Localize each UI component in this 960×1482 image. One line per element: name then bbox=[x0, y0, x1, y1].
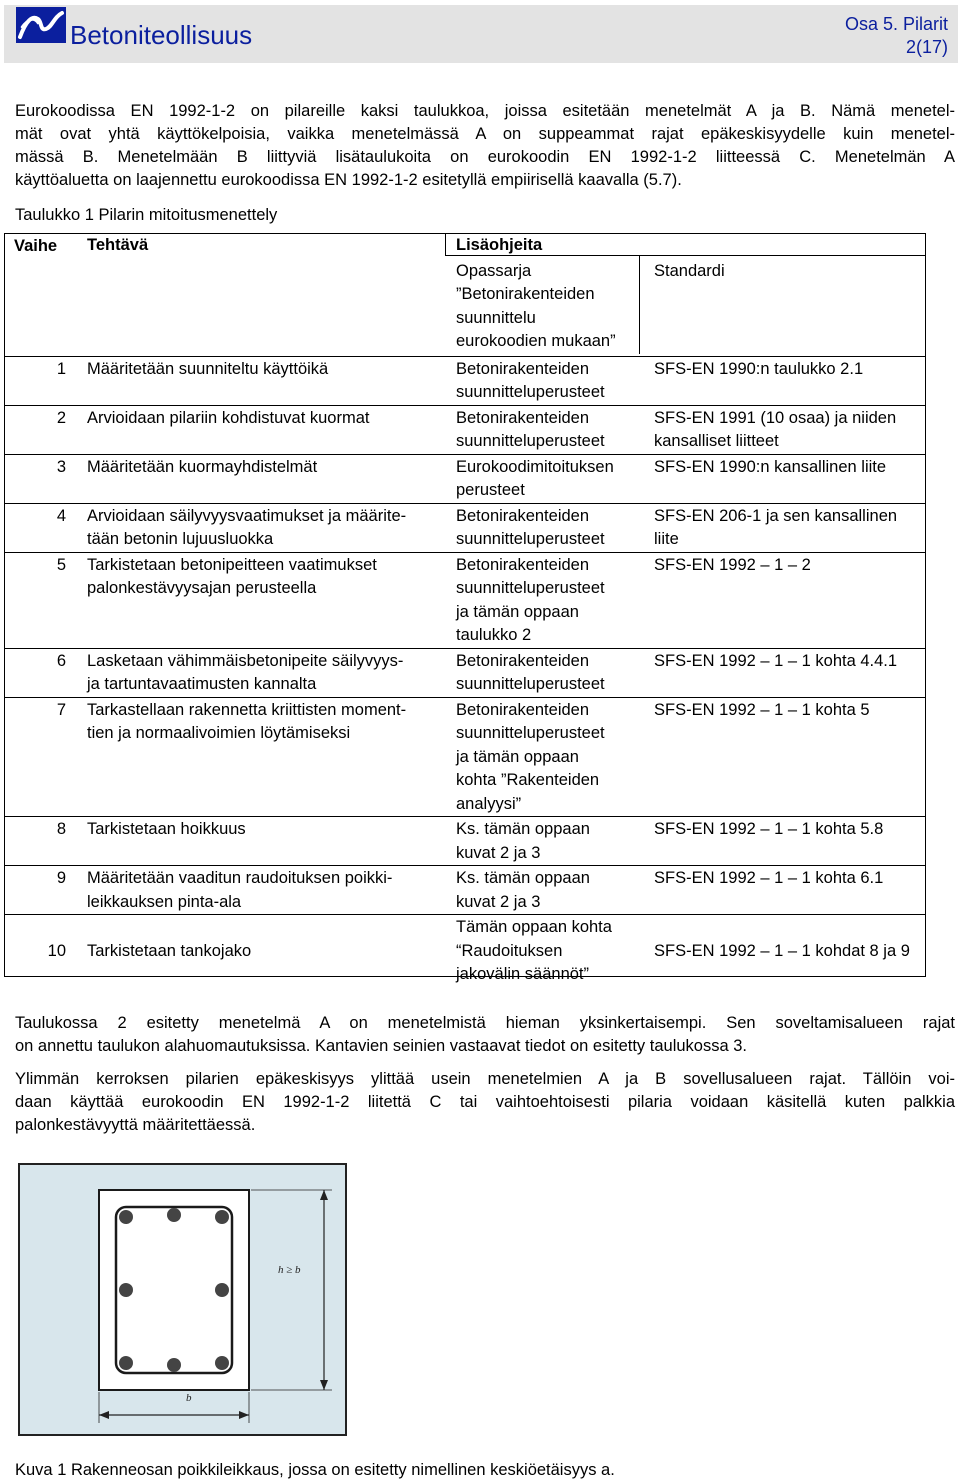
row-standardi-line: SFS-EN 1992 – 1 – 1 kohta 5 bbox=[654, 700, 870, 719]
row-lisaohjeita-line: suunnitteluperusteet bbox=[456, 432, 605, 450]
row-tehtava-line: leikkauksen pinta-ala bbox=[87, 892, 242, 911]
label-h: h ≥ b bbox=[278, 1264, 301, 1276]
row-standardi bbox=[640, 356, 926, 405]
row-tehtava-line: Tarkastellaan rakennetta kriittisten moment- bbox=[87, 700, 407, 719]
table-row bbox=[4, 915, 926, 987]
page-number: 2(17) bbox=[905, 37, 948, 57]
header-opassarja-line: suunnittelu bbox=[456, 308, 536, 327]
rebar bbox=[215, 1283, 229, 1297]
row-standardi-line: SFS-EN 206-1 ja sen kansallinen bbox=[654, 506, 898, 525]
row-lisaohjeita-line: Betonirakenteiden bbox=[456, 359, 590, 378]
table-row bbox=[4, 648, 926, 697]
row-tehtava-line: Tarkistetaan betonipeitteen vaatimukset bbox=[87, 555, 377, 574]
rebar bbox=[119, 1356, 133, 1370]
row-number: 4 bbox=[4, 503, 80, 552]
row-lisaohjeita-line: Betonirakenteiden bbox=[456, 555, 590, 574]
paragraph-method-a bbox=[15, 1012, 955, 1058]
row-standardi-line: SFS-EN 1990:n taulukko 2.1 bbox=[654, 359, 864, 378]
row-lisaohjeita bbox=[446, 866, 640, 915]
row-lisaohjeita-line: kuvat 2 ja 3 bbox=[456, 843, 541, 862]
dimension-arrow bbox=[99, 1411, 109, 1419]
table-grid-line bbox=[445, 233, 446, 255]
row-standardi bbox=[640, 503, 926, 552]
row-lisaohjeita-line: suunnitteluperusteet bbox=[456, 383, 605, 401]
row-lisaohjeita-line: Ks. tämän oppaan bbox=[456, 869, 590, 887]
intro-line: mässä B. Menetelmään B liittyviä lisätaulukoita on eurokoodin EN 1992-1-2 liitteessä C. Menetelmän A bbox=[15, 148, 955, 166]
row-tehtava-line: Määritetään kuormayhdistelmät bbox=[87, 457, 318, 476]
row-number: 5 bbox=[4, 552, 80, 648]
row-tehtava bbox=[80, 866, 446, 915]
row-lisaohjeita-line: kohta ”Rakenteiden bbox=[456, 771, 600, 789]
row-tehtava bbox=[80, 552, 446, 648]
row-tehtava-line: Lasketaan vähimmäisbetonipeite säilyvyys- bbox=[87, 651, 404, 670]
table-row bbox=[4, 405, 926, 454]
row-standardi-line: SFS-EN 1992 – 1 – 1 kohta 5.8 bbox=[654, 820, 884, 838]
row-number: 3 bbox=[4, 454, 80, 503]
row-lisaohjeita-line: Betonirakenteiden bbox=[456, 651, 590, 670]
table-grid-line bbox=[445, 255, 926, 256]
row-lisaohjeita-line: suunnitteluperusteet bbox=[456, 530, 605, 548]
row-lisaohjeita bbox=[446, 817, 640, 866]
row-tehtava bbox=[80, 817, 446, 866]
dimension-arrow bbox=[239, 1411, 249, 1419]
header-tehtava: Tehtävä bbox=[87, 236, 149, 254]
row-lisaohjeita-line: Eurokoodimitoituksen bbox=[456, 457, 614, 476]
header-opassarja-line: Opassarja bbox=[456, 261, 532, 280]
table-row bbox=[4, 503, 926, 552]
row-standardi bbox=[640, 405, 926, 454]
row-lisaohjeita-line: analyysi” bbox=[456, 794, 522, 813]
row-standardi-line: SFS-EN 1991 (10 osaa) ja niiden bbox=[654, 408, 897, 427]
row-tehtava bbox=[80, 697, 446, 817]
table-row bbox=[4, 356, 926, 405]
header-meta bbox=[845, 13, 948, 59]
table-row bbox=[4, 866, 926, 915]
row-standardi-line: SFS-EN 1992 – 1 – 1 kohta 6.1 bbox=[654, 869, 884, 887]
row-lisaohjeita bbox=[446, 915, 640, 987]
row-standardi-line: kansalliset liitteet bbox=[654, 432, 779, 450]
row-lisaohjeita-line: Tämän oppaan kohta bbox=[456, 918, 612, 936]
table-grid-line bbox=[639, 255, 640, 354]
row-tehtava-line: Tarkistetaan hoikkuus bbox=[87, 820, 246, 838]
row-tehtava-line: Tarkistetaan tankojako bbox=[87, 941, 252, 960]
table-row bbox=[4, 697, 926, 817]
rebar bbox=[119, 1210, 133, 1224]
row-standardi-line: SFS-EN 1992 – 1 – 1 kohta 4.4.1 bbox=[654, 651, 898, 670]
section-title: Osa 5. Pilarit bbox=[844, 14, 948, 34]
procedure-table bbox=[4, 233, 926, 987]
rebar bbox=[167, 1208, 181, 1222]
row-tehtava-line: ja tartuntavaatimusten kannalta bbox=[87, 675, 317, 693]
row-lisaohjeita-line: ja tämän oppaan bbox=[456, 747, 579, 766]
intro-line: käyttöaluetta on laajennettu eurokoodissa EN 1992-1-2 esitetyllä empiirisellä kaavalla (5.7). bbox=[15, 171, 682, 189]
row-lisaohjeita-line: jakovälin säännöt” bbox=[456, 965, 589, 983]
row-lisaohjeita-line: “Raudoituksen bbox=[456, 941, 563, 960]
row-lisaohjeita-line: Betonirakenteiden bbox=[456, 408, 590, 427]
row-standardi bbox=[640, 915, 926, 987]
intro-paragraph bbox=[15, 100, 955, 192]
column-cross-section-figure bbox=[18, 1163, 347, 1436]
row-lisaohjeita-line: ja tämän oppaan bbox=[456, 602, 579, 621]
paragraph-line: palonkestävyyttä määritettäessä. bbox=[15, 1116, 256, 1134]
row-lisaohjeita-line: suunnitteluperusteet bbox=[456, 579, 605, 597]
row-tehtava-line: Arvioidaan säilyvyysvaatimukset ja määrite- bbox=[87, 506, 407, 525]
row-lisaohjeita-line: suunnitteluperusteet bbox=[456, 675, 605, 693]
figure-caption: Kuva 1 Rakenneosan poikkileikkaus, jossa on esitetty nimellinen keskiöetäisyys a. bbox=[15, 1461, 615, 1479]
row-lisaohjeita bbox=[446, 405, 640, 454]
row-standardi-line: SFS-EN 1992 – 1 – 1 kohdat 8 ja 9 bbox=[654, 941, 910, 960]
row-tehtava bbox=[80, 454, 446, 503]
row-number: 10 bbox=[4, 915, 80, 987]
table-row bbox=[4, 454, 926, 503]
row-number: 8 bbox=[4, 817, 80, 866]
cross-section-drawing bbox=[20, 1165, 345, 1434]
paragraph-line: daan käyttää eurokoodin EN 1992-1-2 liitettä C tai vaihtoehtoisesti pilaria voidaan käsitellä kuten palkkia bbox=[15, 1093, 955, 1111]
rebar bbox=[119, 1283, 133, 1297]
row-lisaohjeita bbox=[446, 356, 640, 405]
row-tehtava bbox=[80, 356, 446, 405]
header-vaihe: Vaihe bbox=[14, 237, 58, 255]
intro-line: Eurokoodissa EN 1992-1-2 on pilareille kaksi taulukkoa, joissa esitetään menetelmät A ja B. Nämä menetel- bbox=[15, 102, 955, 120]
row-tehtava-line: tien ja normaalivoimien löytämiseksi bbox=[87, 724, 351, 742]
row-standardi-line: liite bbox=[654, 530, 679, 548]
row-tehtava bbox=[80, 915, 446, 987]
row-tehtava bbox=[80, 405, 446, 454]
page-header bbox=[4, 5, 958, 63]
row-number: 9 bbox=[4, 866, 80, 915]
intro-line: mät ovat yhtä käyttökelpoisia, vaikka menetelmässä A on suppeammat rajat epäkeskisyydelle kuin menetel- bbox=[15, 125, 955, 143]
row-lisaohjeita-line: kuvat 2 ja 3 bbox=[456, 892, 541, 911]
dimension-arrow bbox=[320, 1380, 328, 1390]
row-lisaohjeita bbox=[446, 503, 640, 552]
row-lisaohjeita-line: suunnitteluperusteet bbox=[456, 724, 605, 742]
row-tehtava-line: Arvioidaan pilariin kohdistuvat kuormat bbox=[87, 408, 370, 427]
betoniteollisuus-logo-icon bbox=[16, 7, 66, 43]
table-subheader-row bbox=[4, 259, 926, 357]
table-row bbox=[4, 817, 926, 866]
header-standardi: Standardi bbox=[654, 261, 725, 280]
row-standardi bbox=[640, 454, 926, 503]
row-standardi bbox=[640, 817, 926, 866]
row-tehtava bbox=[80, 648, 446, 697]
header-opassarja-line: eurokoodien mukaan” bbox=[456, 332, 616, 350]
row-lisaohjeita-line: Betonirakenteiden bbox=[456, 700, 590, 719]
label-b: b bbox=[186, 1392, 192, 1404]
header-opassarja-line: ”Betonirakenteiden bbox=[456, 285, 595, 303]
row-lisaohjeita bbox=[446, 552, 640, 648]
row-number: 1 bbox=[4, 356, 80, 405]
table-row bbox=[4, 552, 926, 648]
row-standardi bbox=[640, 648, 926, 697]
row-number: 6 bbox=[4, 648, 80, 697]
table-caption: Taulukko 1 Pilarin mitoitusmenettely bbox=[15, 206, 278, 224]
row-tehtava-line: Määritetään vaaditun raudoituksen poikki- bbox=[87, 869, 393, 887]
rebar bbox=[215, 1356, 229, 1370]
row-number: 7 bbox=[4, 697, 80, 817]
rebar bbox=[215, 1210, 229, 1224]
row-number: 2 bbox=[4, 405, 80, 454]
row-tehtava bbox=[80, 503, 446, 552]
row-lisaohjeita bbox=[446, 648, 640, 697]
paragraph-eccentricity bbox=[15, 1068, 955, 1137]
dimension-arrow bbox=[320, 1190, 328, 1200]
row-lisaohjeita-line: taulukko 2 bbox=[456, 626, 532, 644]
row-lisaohjeita-line: Ks. tämän oppaan bbox=[456, 820, 590, 838]
row-standardi bbox=[640, 552, 926, 648]
row-tehtava-line: tään betonin lujuusluokka bbox=[87, 530, 274, 548]
row-standardi-line: SFS-EN 1990:n kansallinen liite bbox=[654, 457, 887, 476]
header-opassarja bbox=[446, 259, 640, 357]
row-tehtava-line: Määritetään suunniteltu käyttöikä bbox=[87, 359, 329, 378]
row-lisaohjeita-line: Betonirakenteiden bbox=[456, 506, 590, 525]
row-lisaohjeita-line: perusteet bbox=[456, 481, 525, 499]
header-lisaohjeita: Lisäohjeita bbox=[456, 236, 543, 254]
row-standardi bbox=[640, 697, 926, 817]
paragraph-line: Taulukossa 2 esitetty menetelmä A on menetelmistä hieman yksinkertaisempi. Sen soveltamisalueen rajat bbox=[15, 1014, 955, 1032]
rebar bbox=[167, 1358, 181, 1372]
row-lisaohjeita bbox=[446, 454, 640, 503]
brand-name: Betoniteollisuus bbox=[70, 20, 253, 50]
row-standardi-line: SFS-EN 1992 – 1 – 2 bbox=[654, 555, 811, 574]
row-tehtava-line: palonkestävyysajan perusteella bbox=[87, 579, 317, 597]
paragraph-line: Ylimmän kerroksen pilarien epäkeskisyys ylittää usein menetelmien A ja B sovellusalueen rajat. Tällöin voi- bbox=[15, 1070, 955, 1088]
paragraph-line: on annettu taulukon alahuomautuksissa. Kantavien seinien vastaavat tiedot on esitetty taulukossa 3. bbox=[15, 1037, 747, 1055]
row-lisaohjeita bbox=[446, 697, 640, 817]
row-standardi bbox=[640, 866, 926, 915]
